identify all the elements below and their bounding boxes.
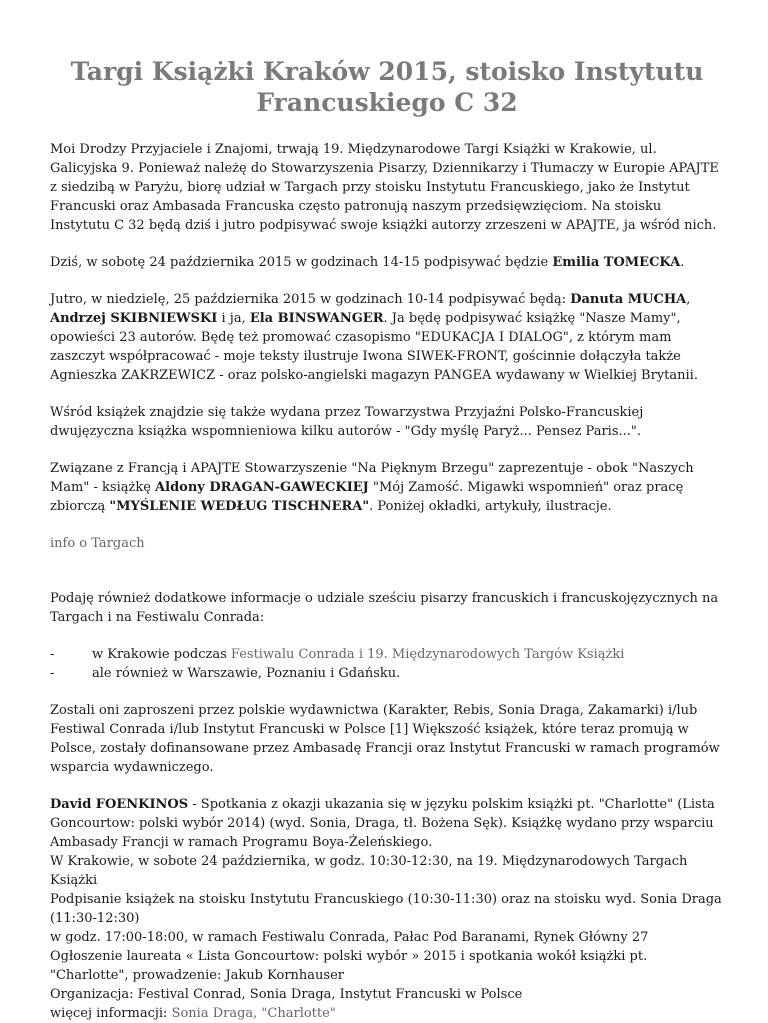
text: Jutro, w niedzielę, 25 października 2015 w godzinach 10-14 podpisywać będą: [50, 292, 571, 307]
list-item-text: ale również w Warszawie, Poznaniu i Gdańsku. [92, 666, 401, 681]
festival-link[interactable]: Festiwalu Conrada [230, 647, 355, 662]
invitation-paragraph: Zostali oni zaproszeni przez polskie wydawnictwa (Karakter, Rebis, Sonia Draga, Zakamarki) i/lub Festiwal Conrada i/lub Instytut Francuski w Polsce [1] Większość książek, które teraz promują w Polsce, zostały dofinansowane przez Ambasadę Francji oraz Instytut Francuski w ramach programów wsparcia wydawniczego. [50, 703, 720, 775]
text: i [354, 647, 368, 662]
events-list [50, 645, 724, 683]
author-name: Danuta MUCHA [570, 292, 687, 307]
text: Ogłoszenie laureata « Lista Goncourtow: polski wybór » 2015 i spotkania wokół książki pt. "Charlotte", prowadzenie: Jakub Kornhauser [50, 949, 648, 983]
text: Organizacja: Festival Conrad, Sonia Draga, Instytut Francuski w Polsce [50, 987, 523, 1002]
foenkinos-paragraph [50, 795, 724, 1023]
text: w godz. 17:00-18:00, w ramach Festiwalu Conrada, Pałac Pod Baranami, Rynek Główny 27 [50, 930, 649, 945]
sonia-draga-link[interactable]: Sonia Draga, "Charlotte" [171, 1006, 336, 1021]
association-paragraph [50, 459, 724, 516]
text: . Ja będę podpisywać książkę "Nasze Mamy", opowieści 23 autorów. Będę też promować czasopismo "EDUKACJA I DIALOG", z którym mam zaszczyt współpracować - moje teksty ilustruje Iwona SIWEK-FRONT, gościnnie dołączyła także Agnieszka ZAKRZEWICZ - oraz polsko-angielski magazyn PANGEA wydawany w Wielkiej Brytanii. [50, 311, 698, 383]
intro-paragraph: Moi Drodzy Przyjaciele i Znajomi, trwają 19. Międzynarodowe Targi Książki w Krakowie, ul. Galicyjska 9. Ponieważ należę do Stowarzyszenia Pisarzy, Dziennikarzy i Tłumaczy w Europie APAJTE z siedzibą w Paryżu, biorę udział w Targach przy stoisku Instytutu Francuskiego, jako że Instytut Francuski oraz Ambasada Francuska często patronują naszym przedsięwzięciom. Na stoisku Instytutu C 32 będą dziś i jutro podpisywać swoje książki autorzy zrzeszeni w APAJTE, ja wśród nich. [50, 142, 719, 233]
text: w Krakowie podczas [92, 647, 231, 662]
text: . Poniżej okładki, artykuły, ilustracje. [369, 499, 612, 514]
author-name: David FOENKINOS [50, 797, 189, 812]
text: i ja, [217, 311, 250, 326]
text: , [686, 292, 691, 307]
french-authors-paragraph: Podaję również dodatkowe informacje o udziale sześciu pisarzy francuskich i francuskojęzycznych na Targach i na Festiwalu Conrada: [50, 591, 719, 625]
saturday-signing-paragraph [50, 253, 724, 272]
list-item [50, 664, 724, 683]
text: Podpisanie książek na stoisku Instytutu Francuskiego (10:30-11:30) oraz na stoisku wyd. Sonia Draga (11:30-12:30) [50, 892, 722, 926]
text: więcej informacji: [50, 1006, 172, 1021]
list-dash: - [50, 647, 55, 662]
list-item [50, 645, 724, 664]
text: "Mój Zamość. Migawki wspomnień" oraz pracę zbiorczą [50, 480, 684, 514]
book-fair-link[interactable]: 19. Międzynarodowych Targów Książki [367, 647, 625, 662]
info-link[interactable]: info o Targach [50, 536, 145, 551]
list-item-text [92, 645, 624, 664]
author-name: Ela BINSWANGER [249, 311, 384, 326]
text: Dziś, w sobotę 24 października 2015 w godzinach 14-15 podpisywać będzie [50, 255, 553, 270]
page-title: Targi Książki Kraków 2015, stoisko Instytutu Francuskiego C 32 [70, 57, 704, 117]
text: Związane z Francją i APAJTE Stowarzyszenie "Na Pięknym Brzegu" zaprezentuje - obok "Naszych Mam" - książkę [50, 461, 694, 495]
info-link-paragraph [50, 534, 724, 553]
author-name: Emilia TOMECKA [552, 255, 681, 270]
author-name: Aldony DRAGAN-GAWECKIEJ [155, 480, 369, 495]
book-title: "MYŚLENIE WEDŁUG TISCHNERA" [109, 499, 370, 514]
list-dash: - [50, 666, 55, 681]
text: - Spotkania z okazji ukazania się w języku polskim książki pt. "Charlotte" (Lista Goncourtow: polski wybór 2014) (wyd. Sonia, Draga, tł. Bożena Sęk). Książkę wydano przy wsparciu Ambasady Francji w ramach Programu Boya-Żeleńskiego. [50, 797, 715, 850]
text: W Krakowie, w sobote 24 października, w godz. 10:30-12:30, na 19. Międzynarodowych Targach Książki [50, 854, 688, 888]
sunday-signing-paragraph [50, 290, 724, 385]
book-paragraph: Wśród książek znajdzie się także wydana przez Towarzystwa Przyjaźni Polsko-Francuskiej dwujęzyczna książka wspomnieniowa kilku autorów - "Gdy myślę Paryż... Pensez Paris...". [50, 405, 644, 439]
author-name: Andrzej SKIBNIEWSKI [50, 311, 218, 326]
text: . [680, 255, 685, 270]
